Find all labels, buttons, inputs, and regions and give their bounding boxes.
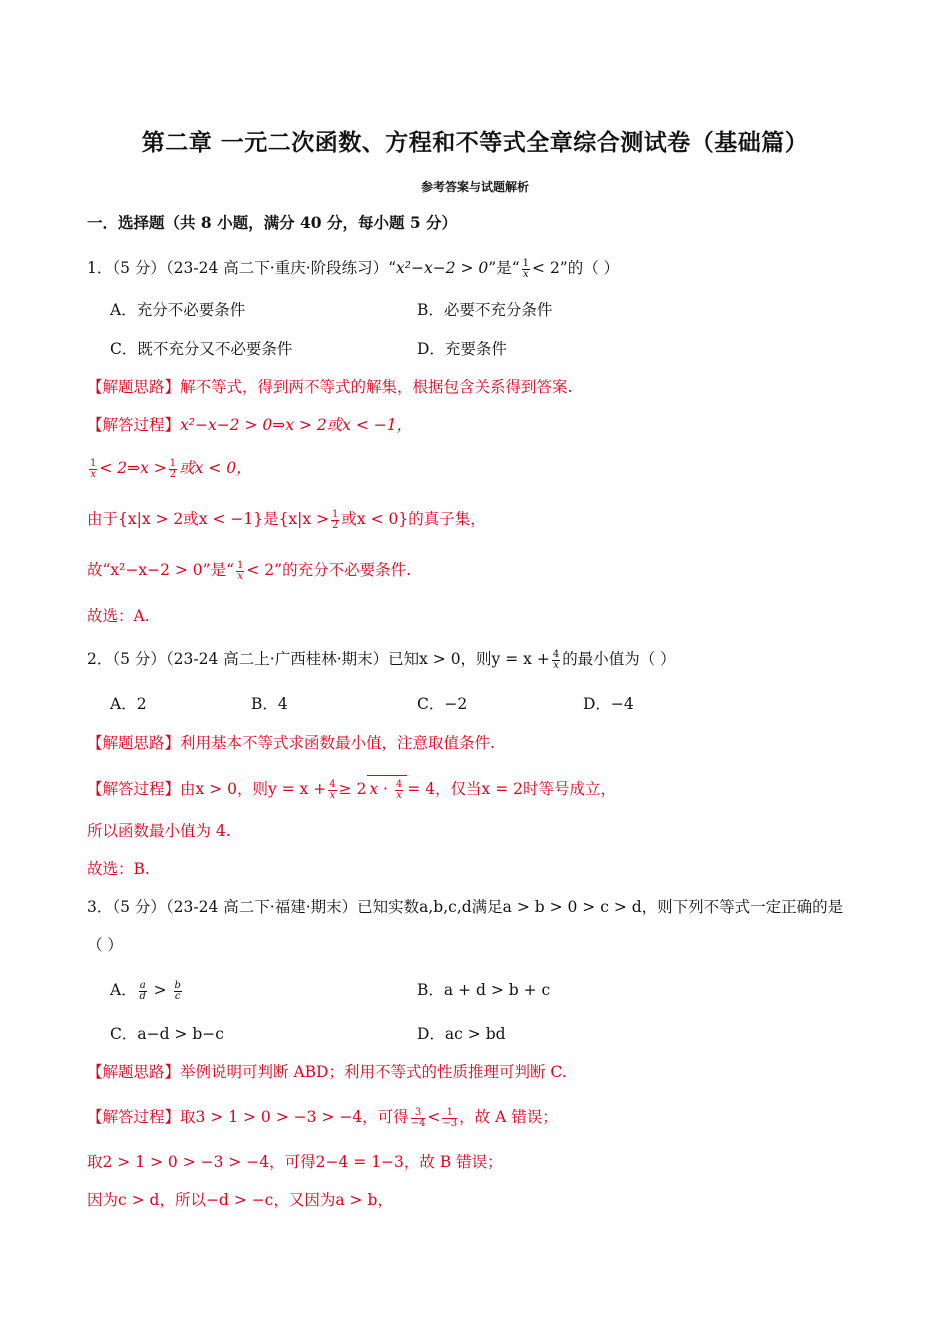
q2-option-b: B．4: [251, 695, 288, 713]
q1-stem: [87, 257, 619, 280]
q2-idea: [87, 732, 495, 754]
q1-process-2-text2: 或x < 0，: [179, 459, 252, 477]
q2-stem: [87, 648, 676, 671]
q1-process-2-frac1: $\frac{1}{x}$: [90, 457, 97, 480]
q2-stem-text: 2．（5 分）（23-24 高二上·广西桂林·期末）已知x > 0，则y = x +: [87, 650, 550, 668]
q1-process-1: [87, 414, 412, 436]
q3-process-frac2: $\frac{1}{-3}$: [442, 1106, 458, 1129]
q1-process-4-frac: $\frac{1}{x}$: [237, 559, 244, 582]
q3-option-a-label: A．: [110, 981, 137, 999]
q2-process-frac1: $\frac{4}{x}$: [329, 778, 336, 801]
q3-option-c: C．a−d > b−c: [110, 1025, 224, 1043]
q1-option-a: A．充分不必要条件: [110, 301, 246, 319]
q2-option-a: A．2: [110, 695, 147, 713]
q3-process-3: 因为c > d，所以−d > −c，又因为a > b，: [87, 1191, 393, 1209]
q1-process-3-frac: $\frac{1}{2}$: [332, 508, 339, 531]
q3-stem-2: （ ）: [87, 936, 123, 954]
q2-idea-text: 利用基本不等式求函数最小值，注意取值条件.: [180, 734, 495, 752]
q3-process-1-lt: <: [427, 1108, 441, 1126]
q1-process-4: [87, 559, 411, 582]
q1-answer: 故选：A.: [87, 607, 150, 625]
q1-fraction: $\frac{1}{x}$: [522, 257, 530, 280]
q1-option-b: B．必要不充分条件: [417, 301, 553, 319]
idea-label: 【解题思路】: [87, 378, 181, 396]
q2-answer: 故选：B.: [87, 860, 150, 878]
q3-stem-1: 3．（5 分）（23-24 高二下·福建·期末）已知实数a,b,c,d满足a > b > 0 > c > d，则下列不等式一定正确的是: [87, 898, 844, 916]
q2-stem-text2: 的最小值为（ ）: [562, 650, 676, 668]
q2-stem-frac: $\frac{4}{x}$: [552, 648, 560, 671]
q3-idea-text: 举例说明可判断 ABD；利用不等式的性质推理可判断 C.: [180, 1063, 567, 1081]
process-label: 【解答过程】: [87, 780, 181, 798]
q1-process-1-text: x²−x−2 > 0⇒x > 2或x < −1，: [180, 416, 413, 434]
q1-idea: [87, 376, 572, 398]
q1-process-4-text2: < 2”的充分不必要条件.: [246, 561, 412, 579]
q1-process-2-text: < 2⇒x >: [99, 459, 167, 477]
page-subtitle: 参考答案与试题解析: [420, 180, 529, 194]
q2-process-2: 所以函数最小值为 4.: [87, 822, 231, 840]
process-label: 【解答过程】: [87, 416, 181, 434]
q2-process-1-text: 由x > 0，则y = x +: [180, 780, 327, 798]
q1-idea-text: 解不等式，得到两不等式的解集，根据包含关系得到答案.: [180, 378, 573, 396]
q1-stem-text2: ”是“: [488, 259, 520, 277]
q3-idea: [87, 1061, 567, 1083]
q2-option-d: D．−4: [583, 695, 634, 713]
idea-label: 【解题思路】: [87, 734, 181, 752]
q1-process-2: [87, 457, 252, 480]
q1-process-3: [87, 508, 486, 531]
q1-stem-text3: < 2”的（ ）: [532, 259, 620, 277]
q1-process-4-text: 故“x²−x−2 > 0”是“: [87, 561, 235, 579]
q1-option-d: D．充要条件: [417, 340, 507, 358]
idea-label: 【解题思路】: [87, 1063, 181, 1081]
q3-process-1-text: 取3 > 1 > 0 > −3 > −4，可得: [180, 1108, 409, 1126]
page-title: 第二章 一元二次函数、方程和不等式全章综合测试卷（基础篇）: [141, 129, 809, 156]
process-label: 【解答过程】: [87, 1108, 181, 1126]
q2-process-1-text2: ≥ 2: [338, 780, 367, 798]
q2-process-1: [87, 775, 616, 801]
section-heading: 一．选择题（共 8 小题，满分 40 分，每小题 5 分）: [87, 213, 458, 232]
q3-option-a: A． $\frac{a}{d}$ > $\frac{b}{c}$: [110, 979, 181, 1002]
q2-sqrt: x · $\frac{4}{x}$: [367, 775, 407, 801]
q3-option-d: D．ac > bd: [417, 1025, 506, 1043]
q1-process-2-frac2: $\frac{1}{2}$: [169, 457, 177, 480]
q3-process-1-text2: ，故 A 错误；: [459, 1108, 558, 1126]
q1-stem-inequality: x²−x−2 > 0: [396, 259, 489, 277]
q3-process-1: [87, 1106, 558, 1129]
q2-option-c: C．−2: [417, 695, 468, 713]
q3-process-2: 取2 > 1 > 0 > −3 > −4，可得2−4 = 1−3，故 B 错误；: [87, 1153, 503, 1171]
q3-option-b: B．a + d > b + c: [417, 981, 551, 999]
q1-process-3-text: 由于{x|x > 2或x < −1}是{x|x >: [87, 510, 330, 528]
q1-option-c: C．既不充分又不必要条件: [110, 340, 293, 358]
q1-stem-text: 1．（5 分）（23-24 高二下·重庆·阶段练习）“: [87, 259, 397, 277]
q1-process-3-text2: 或x < 0}的真子集，: [341, 510, 486, 528]
q2-process-1-text3: = 4，仅当x = 2时等号成立，: [407, 780, 617, 798]
q3-process-frac1: $\frac{3}{-4}$: [410, 1106, 426, 1129]
